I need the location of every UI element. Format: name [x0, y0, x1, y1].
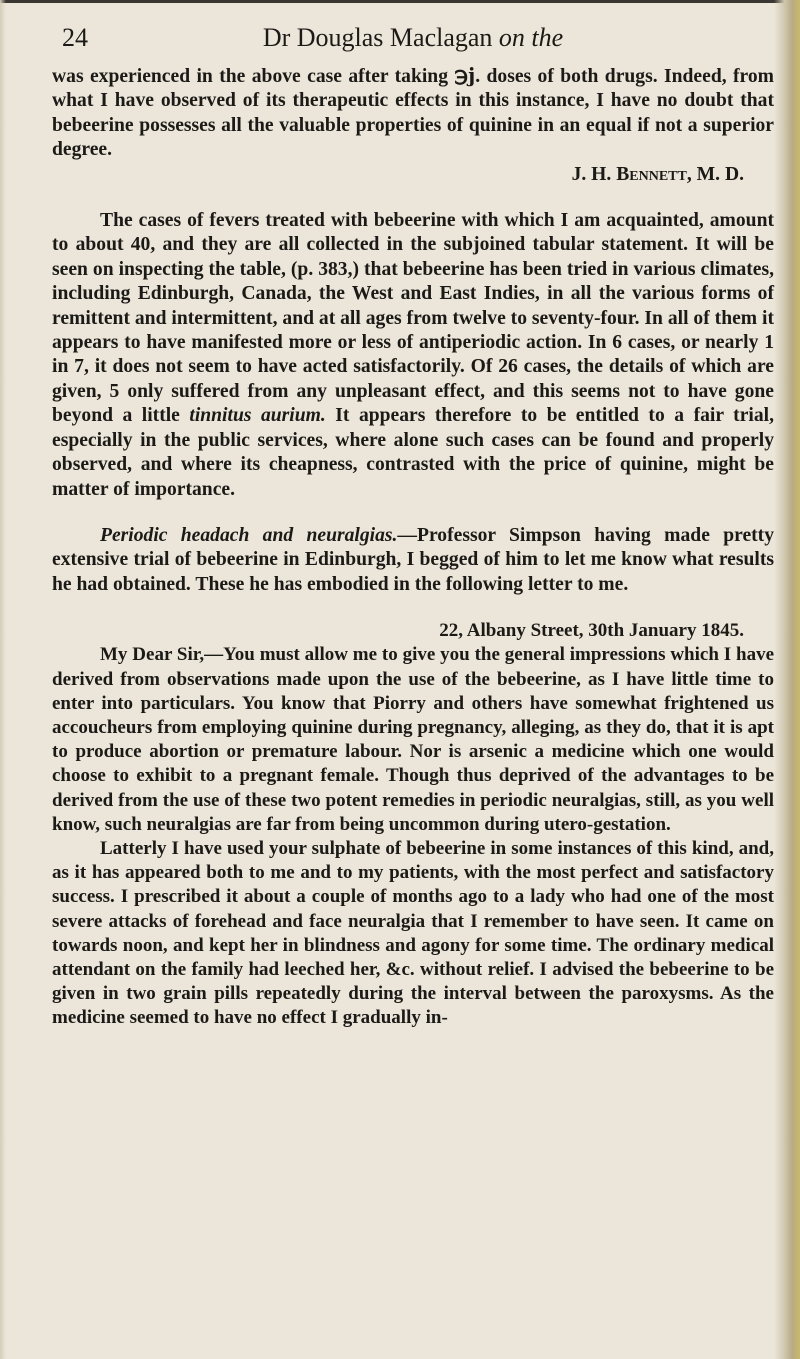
- page-left-edge: [0, 0, 6, 1359]
- letter: [52, 619, 774, 1030]
- paragraph-gap: [52, 597, 774, 619]
- paragraph-gap: [52, 187, 774, 209]
- paragraph-2: [52, 209, 774, 502]
- running-title: [52, 18, 774, 58]
- running-head: [52, 18, 774, 58]
- paragraph-1-part-a: was experienced in the above case after taking: [52, 66, 455, 87]
- page-number: 24: [62, 23, 88, 52]
- letter-paragraph-1: My Dear Sir,—You must allow me to give you the general impressions which I have derived from observations made upon the use of the bebeerine, as I have little time to enter into particulars. You know that Piorry and others have somewhat frightened us accoucheurs from employing quinine during pregnancy, alleging, as they do, that it is apt to produce abortion or premature labour. Nor is arsenic a medicine which one would choose to exhibit to a pregnant female. Though thus deprived of the advantages to be derived from the use of these two potent remedies in periodic neuralgias, still, as you well know, such neuralgias are far from being uncommon during utero-gestation.: [52, 644, 774, 835]
- page-spine-shadow: [774, 0, 800, 1359]
- book-page: [52, 18, 774, 1031]
- paragraph-3: [52, 524, 774, 597]
- paragraph-2-part-b: It appears therefore to be entitled to a fair trial, especially in the public services, where alone such cases can be found and properly observed, and where its cheapness, contrasted with the price of quinine, might be matter of importance.: [52, 405, 774, 500]
- signature: [52, 163, 774, 187]
- signature-text: J. H. Bennett, M. D.: [571, 163, 744, 185]
- running-title-regular: Dr Douglas Maclagan: [262, 23, 493, 52]
- paragraph-gap: [52, 502, 774, 524]
- scruple-symbol: ℈j: [454, 64, 476, 87]
- letter-paragraph-2: Latterly I have used your sulphate of bebeerine in some instances of this kind, and, as it has appeared both to me and to my patients, with the most perfect and satisfactory success. I prescribed it about a couple of months ago to a lady who had one of the most severe attacks of forehead and face neuralgia that I remember to have seen. It came on towards noon, and kept her in blindness and agony for some time. The ordinary medical attendant on the family had leeched her, &c. without relief. I advised the bebeerine to be given in two grain pills repeatedly during the interval between the paroxysms. As the medicine seemed to have no effect I gradually in-: [52, 837, 774, 1029]
- running-title-italic: on the: [498, 23, 564, 52]
- paragraph-2-italic: tinnitus aurium.: [189, 405, 326, 427]
- paragraph-3-body: —Professor Simpson having made pretty extensive trial of bebeerine in Edinburgh, I begged of him to let me know what results he had obtained. These he has embodied in the following letter to me.: [52, 524, 774, 595]
- letter-address: 22, Albany Street, 30th January 1845.: [439, 620, 744, 642]
- top-rule: [0, 0, 800, 3]
- section-heading: Periodic headach and neuralgias.: [100, 524, 398, 546]
- body-text: [52, 64, 774, 1031]
- paragraph-2-part-a: The cases of fevers treated with bebeerine with which I am acquainted, amount to about 40, and they are all collected in the subjoined tabular statement. It will be seen on inspecting the table, (p. 383,) that bebeerine has been tried in various climates, including Edinburgh, Canada, the West and East Indies, in all the various forms of remittent and intermittent, and at all ages from twelve to seventy-four. In all of them it appears to have manifested more or less of antiperiodic action. In 6 cases, or nearly 1 in 7, it does not seem to have acted satisfactorily. Of 26 cases, the details of which are given, 5 only suffered from any unpleasant effect, and this seems not to have gone beyond a little: [52, 210, 774, 427]
- paragraph-1-part-b: . doses of both drugs. Indeed, from what I have observed of its therapeutic effects in this instance, I have no doubt that bebeerine possesses all the valuable properties of quinine in an equal if not a superior degree.: [52, 66, 775, 161]
- paragraph-1: [52, 64, 774, 163]
